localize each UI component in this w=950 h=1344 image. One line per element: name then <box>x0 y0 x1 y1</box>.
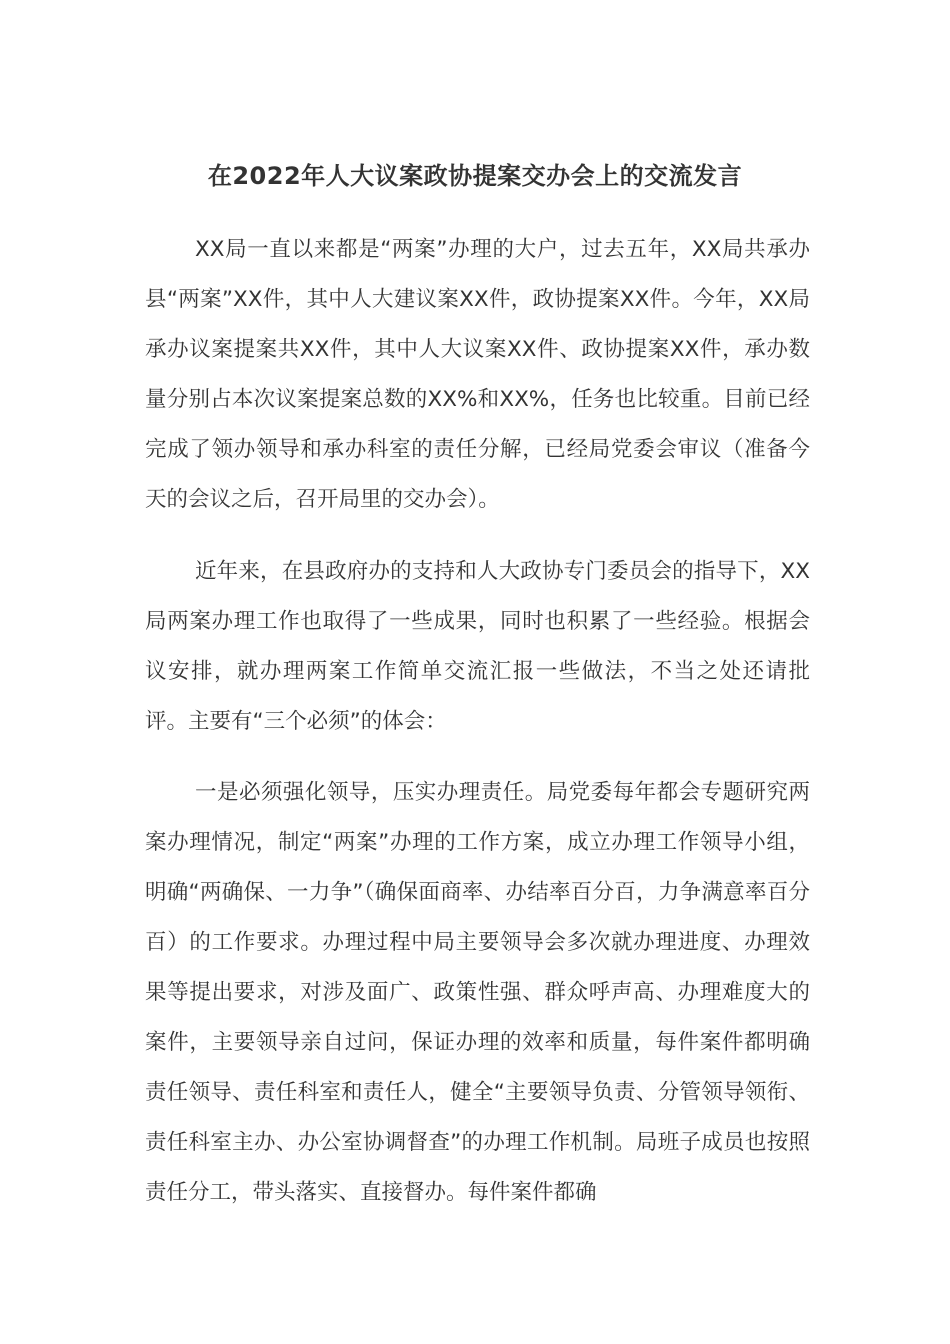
paragraph-3: 一是必须强化领导，压实办理责任。局党委每年都会专题研究两案办理情况，制定“两案”办理的工作方案，成立办理工作领导小组，明确“两确保、一力争”（确保面商率、办结率百分百，力争满意率百分百）的工作要求。办理过程中局主要领导会多次就办理进度、办理效果等提出要求，对涉及面广、政策性强、群众呼声高、办理难度大的案件，主要领导亲自过问，保证办理的效率和质量，每件案件都明确责任领导、责任科室和责任人，健全“主要领导负责、分管领导领衔、责任科室主办、办公室协调督查”的办理工作机制。局班子成员也按照责任分工，带头落实、直接督办。每件案件都确 <box>145 780 810 1205</box>
paragraph-2: 近年来，在县政府办的支持和人大政协专门委员会的指导下，XX局两案办理工作也取得了一些成果，同时也积累了一些经验。根据会议安排，就办理两案工作简单交流汇报一些做法，不当之处还请批评。主要有“三个必须”的体会： <box>145 559 810 734</box>
document-title: 在2022年人大议案政协提案交办会上的交流发言 <box>207 162 743 190</box>
paragraph-1: XX局一直以来都是“两案”办理的大户，过去五年，XX局共承办县“两案”XX件，其中人大建议案XX件，政协提案XX件。今年，XX局承办议案提案共XX件，其中人大议案XX件、政协提案XX件，承办数量分别占本次议案提案总数的XX%和XX%，任务也比较重。目前已经完成了领办领导和承办科室的责任分解，已经局党委会审议（准备今天的会议之后，召开局里的交办会）。 <box>145 237 810 512</box>
